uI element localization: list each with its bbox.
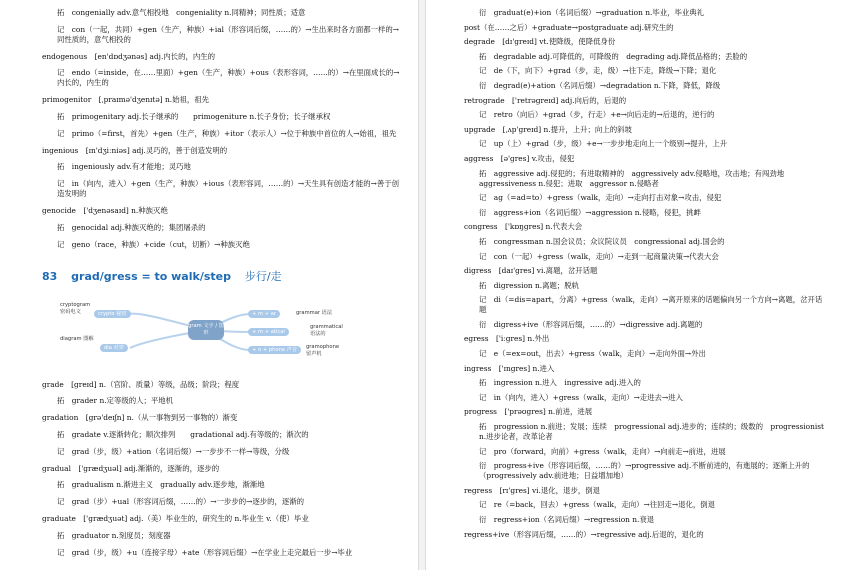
entry-line: 拓 degradable adj.可降低的，可降级的 degrading adj.降低品格的；丢脸的 (479, 51, 748, 61)
entry-line: 记 endo（=inside，在……里面）+gen（生产，种族）+ous（表形容词，……的）→在里面成长的→内长的，内生的 (57, 68, 400, 88)
mind-map-label: cryptogram (60, 301, 91, 308)
entry-line: endogenous [en'dɒdʒənəs] adj.内长的，内生的 (42, 51, 216, 61)
entry-line: graduate ['grædʒuət] adj.（美）毕业生的，研究生的 n.毕业生 v.（使）毕业 (42, 513, 309, 523)
mind-map-label: diagram 图解 (60, 335, 94, 342)
mind-map-label: gramophone (306, 343, 340, 350)
entry-line: post（在……之后）+graduate→postgraduate adj.研究生的 (464, 22, 674, 32)
entry-line: 记 retro（向后）+grad（步，行走）+e→向后走的→后退的，逆行的 (479, 110, 715, 120)
entry-line: 记 geno（race，种族）+cide（cut，切断）→种族灭绝 (57, 239, 250, 249)
left-entries-top (42, 8, 406, 250)
entry-line: genocide ['dʒenəsaɪd] n.种族灭绝 (42, 205, 168, 215)
entry-line: 记 di（=dis=apart，分离）+gress（walk，走向）→离开原来的话题偏向另一个方向→离题，岔开话题 (479, 295, 823, 315)
right-page (426, 0, 844, 570)
mind-map-center: gram 文字 / 图形 (188, 320, 224, 340)
entry-line: gradual ['grædʒuəl] adj.渐渐的，逐渐的，逐步的 (42, 463, 220, 473)
entry-line: 记 grad（步，级）+ation（名词后缀）→一步步不一样→等级，分级 (57, 446, 290, 456)
entry-line: gradation [grə'deɪʃn] n.（从一事物到另一事物的）渐变 (42, 413, 238, 423)
mind-map-label: 密码电文 (60, 308, 81, 315)
entry-line: 拓 congressman n.国会议员；众议院议员 congressional adj.国会的 (479, 236, 725, 246)
entry-line: 记 con（一起，共同）+gen（生产，种族）+ial（形容词后缀，……的）→生出来时各方面都一样的→同性质的，意气相投的 (57, 24, 399, 44)
mind-map-node: + m + ar (248, 310, 280, 318)
entry-line: 拓 aggressive adj.侵犯的；有进取精神的 aggressively adv.侵略地，攻击地；有闯劲地 aggressiveness n.侵犯；进取 aggressor n.侵略者 (479, 168, 792, 188)
entry-line: 拓 gradualism n.渐进主义 gradually adv.逐步地，渐渐地 (57, 480, 265, 490)
section-number: 83 (42, 269, 58, 283)
entry-line: 记 in（向内，进入）+gress（walk，走向）→走进去→进入 (479, 392, 683, 402)
entry-line: 拓 gradate v.逐渐转化；顺次排列 gradational adj.有等级的；渐次的 (57, 429, 309, 439)
mind-map (60, 298, 360, 368)
entry-line: 衍 digress+ive（形容词后缀，……的）→digressive adj.离题的 (479, 319, 703, 329)
entry-line: upgrade [ˌʌp'greɪd] n.提升，上升；向上的斜坡 (464, 124, 632, 134)
entry-line: grade [greɪd] n.（官阶、质量）等级，品级；阶段；程度 (42, 379, 240, 389)
mind-map-label: grammar 语法 (296, 309, 333, 316)
entry-line: 记 con（一起）+gress（walk，走向）→走到一起商量决策→代表大会 (479, 251, 719, 261)
entry-line: 拓 genocidal adj.种族灭绝的；集团屠杀的 (57, 222, 206, 232)
entry-line: 记 grad（步，级）+u（连接字母）+ate（形容词后缀）→在学业上走完最后一步→毕业 (57, 547, 353, 557)
mind-map-label: 语法的 (310, 330, 326, 337)
left-column (42, 8, 406, 564)
entry-line: ingenious [ɪn'dʒiːniəs] adj.灵巧的，善于创造发明的 (42, 145, 228, 155)
entry-line: 拓 digression n.离题；脱轨 (479, 280, 580, 290)
entry-line: regress+ive（形容词后缀，……的）→regressive adj.后退的，退化的 (464, 529, 704, 539)
entry-line: regress [rɪ'gres] vi.退化，退步，倒退 (464, 485, 601, 495)
entry-line: 拓 primogenitary adj.长子继承的 primogeniture n.长子身份；长子继承权 (57, 111, 331, 121)
entry-line: 记 de（下，向下）+grad（步，走，级）→往下走，降级→下降；退化 (479, 66, 717, 76)
entry-line: 拓 graduator n.刻度员；刻度器 (57, 530, 171, 540)
left-entries-bottom (42, 380, 406, 558)
entry-line: 记 re（=back，回去）+gress（walk，走向）→往回走→退化，倒退 (479, 500, 716, 510)
mind-map-node: crypto 秘密 (94, 310, 131, 318)
entry-line: 拓 ingeniously adv.有才能地；灵巧地 (57, 162, 191, 172)
entry-line: congress ['kɒŋgres] n.代表大会 (464, 222, 583, 232)
section-title-cn: 步行/走 (244, 269, 282, 283)
entry-line: 衍 aggress+ion（名词后缀）→aggression n.侵略，侵犯，挑衅 (479, 207, 701, 217)
entry-line: 记 in（向内，进入）+gen（生产，种族）+ious（表形容词，……的）→天生具有创造才能的→善于创造发明的 (57, 179, 399, 199)
entry-line: digress [daɪ'gres] vi.离题，岔开话题 (464, 266, 598, 276)
entry-line: 衍 regress+ion（名词后缀）→regression n.衰退 (479, 515, 655, 524)
entry-line: primogenitor [ˌpraɪmə'dʒenɪtə] n.始祖，祖先 (42, 95, 210, 105)
entry-line: 记 e（=ex=out，出去）+gress（walk，走向）→走向外面→外出 (479, 349, 706, 359)
mind-map-label: 留声机 (306, 350, 322, 357)
mind-map-node: + m + atical (248, 328, 289, 336)
left-page (0, 0, 418, 570)
entry-line: 衍 degrad(e)+ation（名词后缀）→degradation n.下降，降低，降级 (479, 80, 721, 90)
section-title: grad/gress = to walk/step (71, 269, 231, 283)
entry-line: 记 ag（=ad=to）+gress（walk，走向）→走向打击对象→攻击，侵犯 (479, 193, 722, 203)
entry-line: 记 grad（步）+ual（形容词后缀，……的）→一步步的→逐步的，逐渐的 (57, 497, 305, 507)
entry-line: 拓 grader n.定等级的人；平地机 (57, 396, 174, 406)
entry-line: 拓 ingression n.进入 ingressive adj.进入的 (479, 378, 641, 388)
entry-line: ingress ['ɪngres] n.进入 (464, 363, 555, 373)
entry-line: 拓 progression n.前进；发展；连续 progressional adj.进步的；连续的；级数的 progressionist n.进步论者，改革论者 (479, 422, 824, 442)
entry-line: degrade [dɪ'greɪd] vt.使降级，使降低身份 (464, 37, 616, 47)
entry-line: 记 up（上）+grad（步，级）+e→一步步地走向上一个级别→提升，上升 (479, 139, 728, 149)
entry-line: 记 pro（forward，向前）+gress（walk，走向）→向前走→前进，进展 (479, 446, 726, 456)
section-heading (42, 268, 406, 284)
right-column (464, 8, 826, 544)
entry-line: 衍 progress+ive（形容词后缀，……的）→progressive adj.不断前进的，有進展的；逐渐上升的（progressively adv.前进地；日益增加地） (479, 461, 810, 481)
entry-line: egress ['iːgres] n.外出 (464, 334, 550, 344)
entry-line: 衍 graduat(e)+ion（名词后缀）→graduation n.毕业，毕业典礼 (479, 8, 705, 17)
entry-line: aggress [ə'gres] v.攻击，侵犯 (464, 153, 575, 163)
mind-map-label: grammatical (310, 323, 343, 330)
mind-map-node: dia 对穿 (100, 344, 128, 352)
page-gutter (418, 0, 426, 570)
right-entries (464, 8, 826, 540)
entry-line: retrograde ['retrəgreɪd] adj.向后的，后退的 (464, 95, 627, 105)
entry-line: 拓 congenially adv.意气相投地 congeniality n.同精神；同性质；适意 (57, 8, 306, 17)
entry-line: progress ['prəʊgres] n.前进，进展 (464, 407, 593, 417)
entry-line: 记 primo（=first，首先）+gen（生产，种族）+itor（表示人）→位于种族中首位的人→始祖，祖先 (57, 128, 397, 138)
mind-map-node: + o + phone 声音 (248, 346, 301, 354)
